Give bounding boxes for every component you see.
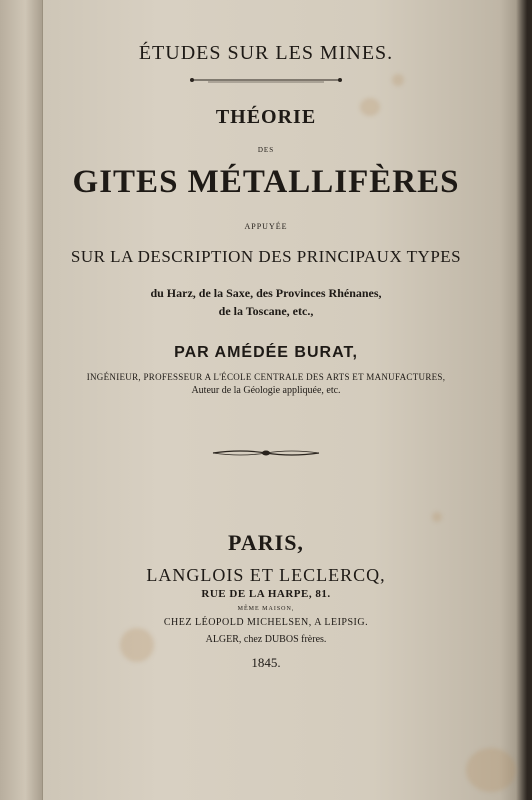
publication-year: 1845. [251, 655, 281, 670]
title-des: DES [257, 146, 275, 154]
publisher-address: RUE DE LA HARPE, 81. [201, 588, 331, 600]
author-other-works: Auteur de la Géologie appliquée, etc. [191, 385, 341, 396]
regions-line-1: du Harz, de la Saxe, des Provinces Rhénanes, [150, 286, 382, 300]
title-theorie: THÉORIE [215, 106, 317, 128]
ornamental-divider [0, 448, 532, 458]
regions-line-2: de la Toscane, etc., [218, 304, 314, 318]
publisher-name: LANGLOIS ET LECLERCQ, [146, 565, 386, 585]
author-name: PAR AMÉDÉE BURAT, [174, 344, 358, 361]
alger-branch: ALGER, chez DUBOS frères. [205, 634, 327, 645]
main-title: GITES MÉTALLIFÈRES [72, 164, 460, 200]
foxing-stain [432, 512, 442, 522]
author-credentials: INGÉNIEUR, PROFESSEUR A L'ÉCOLE CENTRALE DES ARTS ET MANUFACTURES, [86, 372, 446, 382]
foxing-stain [466, 748, 516, 792]
ornamental-rule-top [0, 74, 532, 86]
series-title: ÉTUDES SUR LES MINES. [138, 42, 394, 64]
same-house-label: MÊME MAISON, [237, 606, 295, 612]
subtitle: SUR LA DESCRIPTION DES PRINCIPAUX TYPES [70, 247, 462, 266]
title-appuyee: APPUYÉE [244, 222, 288, 231]
leipzig-branch: CHEZ LÉOPOLD MICHELSEN, A LEIPSIG. [163, 617, 369, 628]
publication-city: PARIS, [228, 530, 304, 555]
